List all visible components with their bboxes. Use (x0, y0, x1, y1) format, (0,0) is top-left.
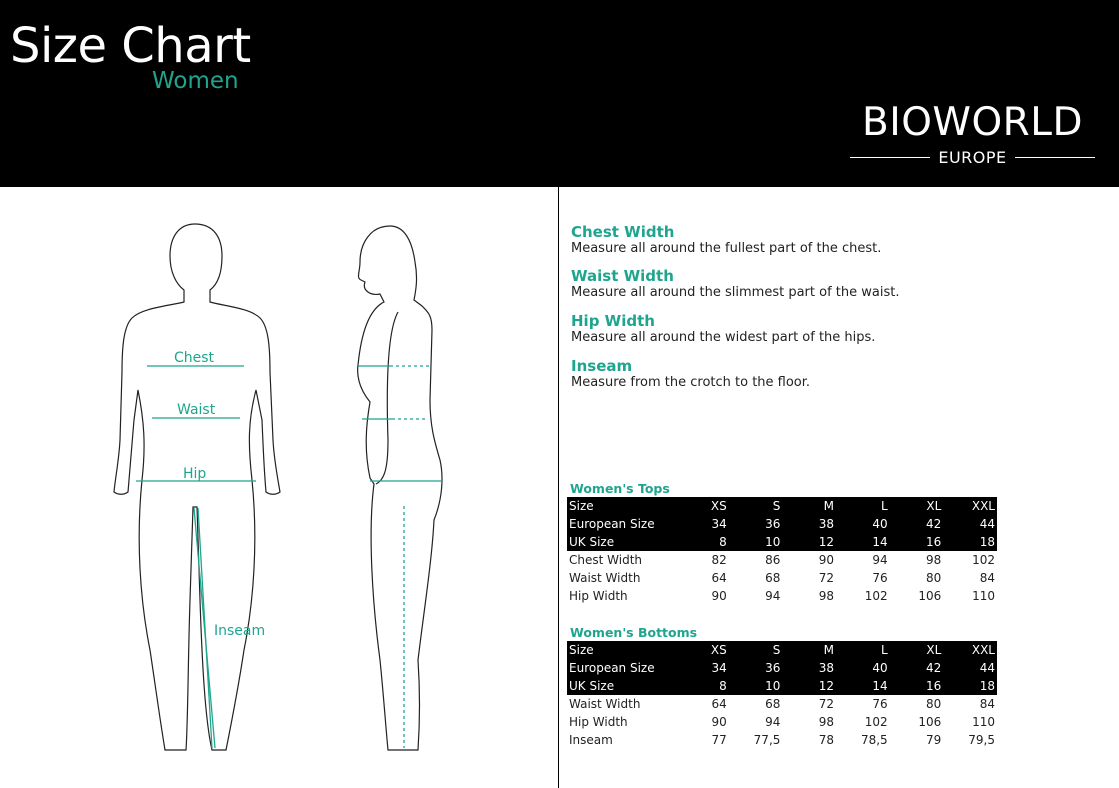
table-cell: M (782, 641, 836, 659)
bottoms-table-title: Women's Bottoms (570, 625, 698, 640)
table-cell: 34 (675, 659, 729, 677)
brand-line-left (850, 157, 930, 158)
table-cell: 14 (836, 677, 890, 695)
label-chest: Chest (174, 350, 215, 366)
side-figure-outline (358, 226, 442, 750)
table-cell: 72 (782, 569, 836, 587)
table-cell: 38 (782, 659, 836, 677)
table-cell: 36 (729, 515, 783, 533)
table-cell: XXL (943, 497, 997, 515)
table-cell: 84 (943, 695, 997, 713)
measure-hip (571, 312, 1091, 346)
table-row (567, 587, 997, 605)
table-cell: 34 (675, 515, 729, 533)
table-cell: 78 (782, 731, 836, 749)
table-cell: 14 (836, 533, 890, 551)
table-cell: 8 (675, 677, 729, 695)
table-cell: 106 (890, 713, 944, 731)
table-cell: 64 (675, 695, 729, 713)
table-cell: 16 (890, 533, 944, 551)
tops-table-title: Women's Tops (570, 481, 670, 496)
table-cell: 78,5 (836, 731, 890, 749)
bottoms-size-table (567, 641, 997, 749)
table-cell: 40 (836, 659, 890, 677)
table-cell: 12 (782, 677, 836, 695)
table-cell: 76 (836, 695, 890, 713)
table-cell: 64 (675, 569, 729, 587)
row-label: UK Size (567, 677, 675, 695)
row-label: Waist Width (567, 569, 675, 587)
measure-title: Chest Width (571, 223, 675, 241)
table-cell: 98 (782, 713, 836, 731)
table-cell: 98 (782, 587, 836, 605)
bottoms-table-block (567, 625, 997, 749)
table-cell: 36 (729, 659, 783, 677)
table-cell: 84 (943, 569, 997, 587)
measure-title: Inseam (571, 357, 633, 375)
body-figures-illustration (100, 210, 460, 770)
table-cell: 68 (729, 695, 783, 713)
table-cell: 68 (729, 569, 783, 587)
table-cell: 90 (675, 713, 729, 731)
table-row (567, 551, 997, 569)
measure-desc: Measure all around the widest part of the hips. (571, 330, 876, 345)
table-cell: 110 (943, 713, 997, 731)
measure-desc: Measure all around the slimmest part of the waist. (571, 285, 900, 300)
tops-table-block (567, 481, 997, 605)
table-row (567, 731, 997, 749)
front-figure-outline (114, 224, 280, 750)
table-cell: 82 (675, 551, 729, 569)
table-cell: 102 (836, 587, 890, 605)
brand-line-right (1015, 157, 1095, 158)
header-banner (0, 0, 1119, 187)
vertical-divider (558, 187, 559, 788)
measure-title: Waist Width (571, 267, 674, 285)
table-cell: 44 (943, 515, 997, 533)
table-cell: 98 (890, 551, 944, 569)
table-cell: 8 (675, 533, 729, 551)
page-title: Size Chart (10, 18, 251, 74)
row-label: Hip Width (567, 587, 675, 605)
table-cell: XS (675, 641, 729, 659)
label-inseam: Inseam (214, 623, 266, 639)
row-label: Size (567, 641, 675, 659)
table-cell: S (729, 641, 783, 659)
table-cell: 16 (890, 677, 944, 695)
table-cell: 106 (890, 587, 944, 605)
measure-desc: Measure all around the fullest part of the chest. (571, 241, 882, 256)
page-subtitle: Women (152, 68, 239, 94)
table-cell: 80 (890, 695, 944, 713)
table-row (567, 695, 997, 713)
row-label: Hip Width (567, 713, 675, 731)
table-cell: 44 (943, 659, 997, 677)
table-cell: XXL (943, 641, 997, 659)
table-cell: 42 (890, 659, 944, 677)
row-label: Waist Width (567, 695, 675, 713)
table-cell: 10 (729, 677, 783, 695)
table-cell: 77 (675, 731, 729, 749)
table-row (567, 641, 997, 659)
measure-waist (571, 267, 1091, 301)
table-row (567, 533, 997, 551)
front-inseam-line-2 (198, 508, 212, 748)
brand-logo (850, 100, 1095, 167)
table-cell: 102 (943, 551, 997, 569)
table-cell: M (782, 497, 836, 515)
label-waist: Waist (177, 402, 216, 418)
table-row (567, 497, 997, 515)
table-cell: XL (890, 497, 944, 515)
table-cell: 40 (836, 515, 890, 533)
table-cell: 10 (729, 533, 783, 551)
row-label: European Size (567, 659, 675, 677)
row-label: Chest Width (567, 551, 675, 569)
table-row (567, 569, 997, 587)
measure-desc: Measure from the crotch to the floor. (571, 375, 811, 390)
table-row (567, 677, 997, 695)
table-cell: 72 (782, 695, 836, 713)
brand-sub: EUROPE (938, 148, 1007, 167)
table-cell: 110 (943, 587, 997, 605)
tops-size-table (567, 497, 997, 605)
table-cell: 79 (890, 731, 944, 749)
table-row (567, 659, 997, 677)
table-cell: 42 (890, 515, 944, 533)
table-cell: 94 (729, 713, 783, 731)
table-row (567, 713, 997, 731)
row-label: Size (567, 497, 675, 515)
table-cell: 38 (782, 515, 836, 533)
table-row (567, 515, 997, 533)
table-cell: 18 (943, 677, 997, 695)
table-cell: 18 (943, 533, 997, 551)
table-cell: L (836, 641, 890, 659)
row-label: Inseam (567, 731, 675, 749)
brand-sub-row (850, 148, 1095, 167)
table-cell: S (729, 497, 783, 515)
label-hip: Hip (183, 466, 207, 482)
table-cell: 86 (729, 551, 783, 569)
table-cell: 90 (782, 551, 836, 569)
table-cell: 79,5 (943, 731, 997, 749)
measure-inseam (571, 357, 1091, 391)
table-cell: 80 (890, 569, 944, 587)
side-arm-outline (376, 312, 398, 484)
measure-title: Hip Width (571, 312, 655, 330)
measure-chest (571, 223, 1091, 257)
table-cell: 94 (729, 587, 783, 605)
table-cell: 90 (675, 587, 729, 605)
table-cell: 76 (836, 569, 890, 587)
table-cell: L (836, 497, 890, 515)
row-label: European Size (567, 515, 675, 533)
table-cell: 102 (836, 713, 890, 731)
table-cell: 94 (836, 551, 890, 569)
table-cell: 12 (782, 533, 836, 551)
table-cell: XS (675, 497, 729, 515)
row-label: UK Size (567, 533, 675, 551)
table-cell: XL (890, 641, 944, 659)
table-cell: 77,5 (729, 731, 783, 749)
brand-name: BIOWORLD (861, 100, 1084, 145)
